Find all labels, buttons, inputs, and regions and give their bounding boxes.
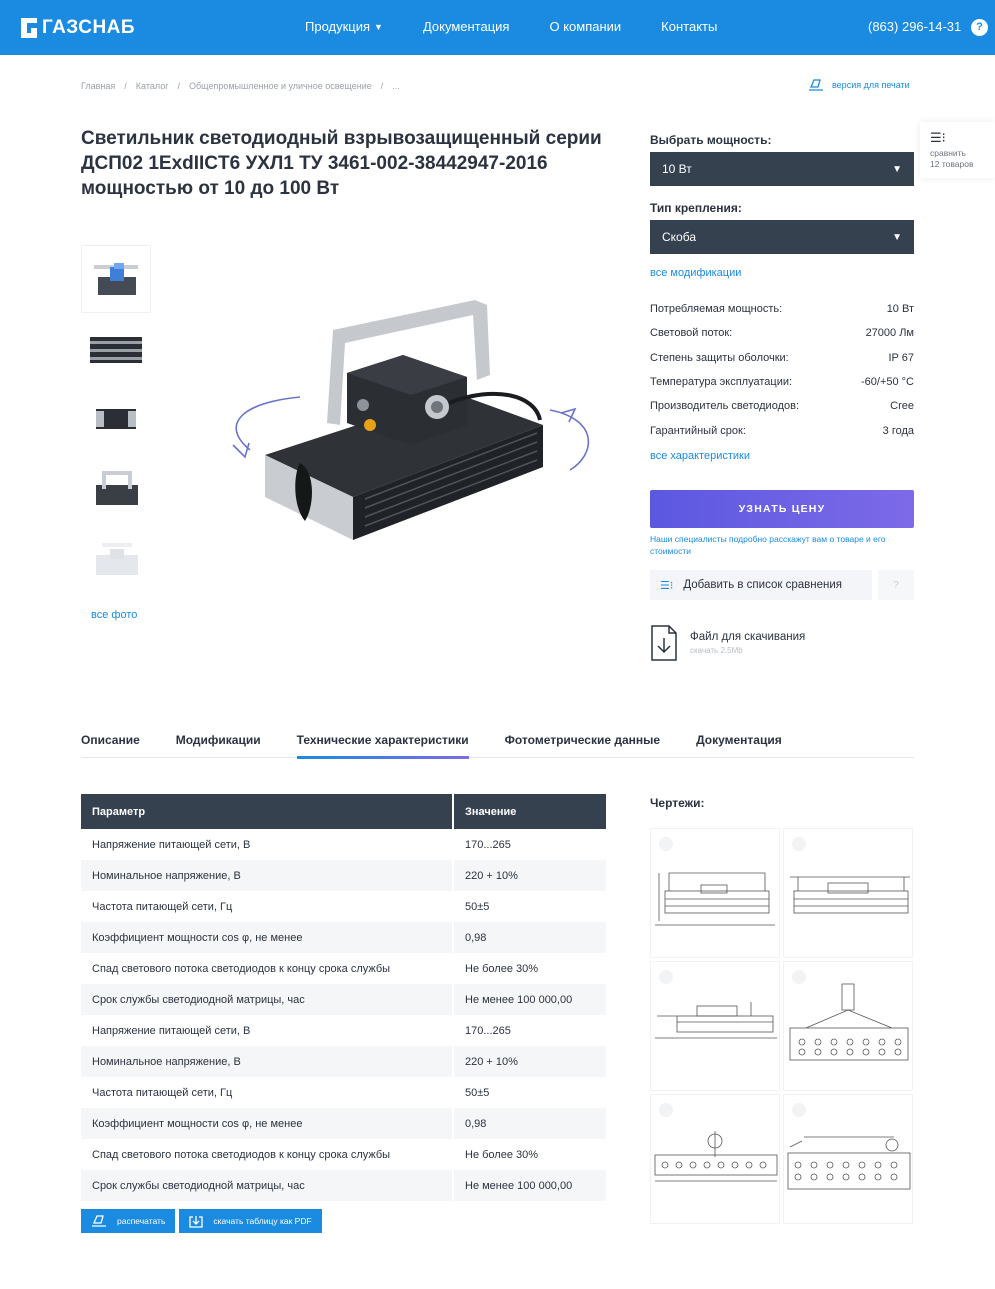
table-row [81, 953, 606, 984]
nav-contacts[interactable] [661, 19, 717, 34]
table-row [81, 922, 606, 953]
table-row [81, 1077, 606, 1108]
breadcrumb-catalog[interactable]: Каталог [135, 81, 169, 91]
power-select-value: 10 Вт [662, 162, 692, 176]
tab-photometric[interactable]: Фотометрические данные [504, 733, 661, 747]
lamp-thumbnail-icon [88, 535, 144, 583]
breadcrumb-current: ... [392, 81, 400, 91]
logo[interactable] [18, 15, 135, 41]
add-to-compare-button[interactable] [650, 570, 872, 600]
spec-value: 27000 Лм [865, 327, 914, 339]
table-cell-value: 220 + 10% [453, 1046, 606, 1077]
logo-icon [18, 16, 40, 40]
printer-icon [91, 1215, 107, 1227]
tab-documentation[interactable]: Документация [696, 733, 782, 747]
zoom-icon [659, 970, 673, 984]
mount-select[interactable] [650, 220, 914, 254]
download-pdf-label: скачать таблицу как PDF [213, 1216, 312, 1226]
table-cell-value: 50±5 [465, 1086, 490, 1099]
table-header-row [81, 794, 606, 829]
drawing-thumbnail[interactable] [650, 961, 780, 1091]
drawing-thumbnail[interactable] [650, 1094, 780, 1224]
table-cell-value: Не менее 100 000,00 [453, 1170, 606, 1201]
drawing-thumbnail[interactable] [783, 828, 913, 958]
table-cell-value: 0,98 [453, 1108, 606, 1139]
table-cell-parameter: Напряжение питающей сети, В [81, 829, 453, 860]
spec-value: -60/+50 °С [860, 376, 914, 388]
table-cell-parameter: Срок службы светодиодной матрицы, час [81, 1170, 453, 1201]
drawing-thumbnail[interactable] [783, 1094, 913, 1224]
file-size: скачать 2.5Mb [690, 646, 743, 655]
table-cell-parameter: Напряжение питающей сети, В [81, 1015, 453, 1046]
spec-row [650, 376, 914, 388]
table-cell-parameter: Частота питающей сети, Гц [81, 1077, 453, 1108]
spec-value: IP 67 [888, 352, 914, 364]
page-title: Светильник светодиодный взрывозащищенный серии ДСП02 1ExdIICT6 УХЛ1 ТУ 3461-002-38442947-2016 мощностью от 10 до 100 Вт [81, 128, 602, 199]
table-cell-value: Не менее 100 000,00 [453, 984, 606, 1015]
print-table-button[interactable] [81, 1209, 175, 1233]
print-version-label: версия для печати [832, 80, 910, 90]
drawing-thumbnail[interactable] [783, 961, 913, 1091]
column-header-parameter: Параметр [81, 794, 453, 829]
compare-list-icon: ☰⁝ [930, 130, 946, 145]
breadcrumb-category[interactable]: Общепромышленное и уличное освещение [189, 81, 372, 91]
table-cell-parameter: Номинальное напряжение, В [81, 1046, 453, 1077]
table-cell-value: Не более 30% [465, 962, 539, 975]
product-main-image[interactable] [205, 285, 605, 550]
table-cell-parameter: Частота питающей сети, Гц [81, 891, 453, 922]
chevron-down-icon: ▼ [374, 21, 383, 32]
drawing-thumbnail[interactable] [650, 828, 780, 958]
mount-label: Тип крепления: [650, 201, 742, 215]
mount-select-value: Скоба [662, 230, 696, 244]
tab-technical-specs[interactable]: Технические характеристики [297, 733, 469, 757]
table-cell-value: Не более 30% [465, 1148, 539, 1161]
file-download-icon [650, 624, 678, 662]
table-cell-parameter: Номинальное напряжение, В [81, 860, 453, 891]
spec-name: Производитель светодиодов: [650, 400, 799, 412]
get-price-button[interactable]: УЗНАТЬ ЦЕНУ [650, 490, 914, 528]
all-photos-link[interactable]: все фото [91, 609, 138, 621]
breadcrumb-home[interactable]: Главная [81, 81, 116, 91]
nav-products-label: Продукция [305, 19, 371, 34]
spec-row [650, 352, 914, 364]
all-specs-link[interactable]: все характеристики [650, 450, 750, 462]
spec-value: Cree [890, 400, 914, 412]
spec-name: Гарантийный срок: [650, 425, 746, 437]
tab-modifications[interactable]: Модификации [175, 733, 261, 747]
table-row [81, 829, 606, 860]
spec-value: 3 года [882, 425, 914, 437]
table-row [81, 1108, 606, 1139]
tab-description[interactable]: Описание [81, 733, 140, 747]
zoom-icon [792, 837, 806, 851]
all-modifications-link[interactable]: все модификации [650, 267, 742, 279]
table-actions [81, 1209, 326, 1233]
add-to-compare-label: Добавить в список сравнения [683, 579, 842, 591]
download-icon [189, 1215, 203, 1228]
specs-table [81, 794, 606, 1201]
table-row [81, 860, 606, 891]
table-cell-value: 0,98 [453, 922, 606, 953]
compare-widget-count: 12 товаров [930, 159, 974, 169]
nav-documentation[interactable] [423, 19, 510, 34]
table-cell-parameter: Коэффициент мощности cos φ, не менее [81, 922, 453, 953]
power-label: Выбрать мощность: [650, 133, 772, 147]
spec-row [650, 303, 914, 315]
breadcrumb-separator: / [177, 81, 181, 91]
breadcrumb [81, 81, 400, 91]
zoom-icon [659, 1103, 673, 1117]
table-row [81, 1170, 606, 1201]
nav-contacts-label: Контакты [661, 19, 718, 34]
spec-name: Потребляемая мощность: [650, 303, 783, 315]
spec-row [650, 400, 914, 412]
spec-name: Степень защиты оболочки: [650, 352, 789, 364]
table-cell-value: 220 + 10% [453, 860, 606, 891]
table-cell-value: 170...265 [465, 838, 511, 851]
drawings-title: Чертежи: [650, 796, 705, 810]
compare-widget[interactable] [920, 122, 995, 178]
table-row [81, 891, 606, 922]
nav-products[interactable] [305, 19, 383, 34]
spec-row [650, 425, 914, 437]
table-cell-parameter: Спад светового потока светодиодов к концу срока службы [81, 953, 453, 984]
thumbnail-4[interactable] [81, 455, 151, 523]
logo-text: ГАЗСНАБ [42, 17, 136, 38]
nav-documentation-label: Документация [422, 19, 510, 34]
breadcrumb-separator: / [380, 81, 384, 91]
lamp-thumbnail-icon [90, 401, 142, 437]
compare-widget-line1: сравнить [930, 148, 966, 158]
zoom-icon [792, 1103, 806, 1117]
file-title: Файл для скачивания [690, 631, 806, 643]
zoom-icon [792, 970, 806, 984]
tab-bar [81, 733, 914, 758]
thumbnail-3[interactable] [81, 385, 151, 453]
lamp-thumbnail-icon [88, 255, 144, 303]
phone-link[interactable]: (863) 296-14-31 [868, 19, 962, 34]
download-pdf-button[interactable] [179, 1209, 321, 1233]
spec-name: Температура эксплуатации: [650, 376, 793, 388]
main-nav [305, 19, 757, 34]
power-select[interactable] [650, 152, 914, 186]
table-row [81, 1015, 606, 1046]
zoom-icon [659, 837, 673, 851]
print-table-label: распечатать [117, 1216, 166, 1226]
thumbnail-list [81, 245, 151, 595]
compare-list-icon: ☰⁝ [660, 579, 674, 592]
lamp-thumbnail-icon [86, 329, 146, 369]
nav-about[interactable] [549, 19, 621, 34]
help-icon[interactable]: ? [971, 19, 988, 36]
thumbnail-1[interactable] [81, 245, 151, 313]
thumbnail-2[interactable] [81, 315, 151, 383]
table-cell-value: 50±5 [465, 900, 490, 913]
spec-value: 10 Вт [886, 303, 914, 315]
breadcrumb-separator: / [124, 81, 127, 91]
price-note: Наши специалисты подробно расскажут вам о товаре и его стоимости [650, 534, 886, 556]
table-row [81, 1046, 606, 1077]
column-header-value: Значение [453, 794, 606, 829]
table-cell-parameter: Срок службы светодиодной матрицы, час [81, 984, 453, 1015]
table-cell-value: 170...265 [465, 1024, 511, 1037]
spec-name: Световой поток: [650, 327, 733, 339]
lamp-thumbnail-icon [88, 465, 144, 513]
table-cell-parameter: Коэффициент мощности cos φ, не менее [81, 1108, 453, 1139]
spec-row [650, 327, 914, 339]
table-row [81, 984, 606, 1015]
compare-help-button[interactable]: ? [878, 570, 914, 600]
nav-about-label: О компании [549, 19, 622, 34]
printer-icon [808, 79, 824, 91]
table-row [81, 1139, 606, 1170]
table-cell-parameter: Спад светового потока светодиодов к концу срока службы [81, 1139, 453, 1170]
thumbnail-5[interactable] [81, 525, 151, 593]
top-bar [0, 0, 995, 55]
chevron-down-icon: ▼ [892, 163, 902, 175]
chevron-down-icon: ▼ [892, 231, 902, 243]
download-file[interactable] [650, 624, 805, 662]
print-version-link[interactable] [808, 79, 910, 91]
